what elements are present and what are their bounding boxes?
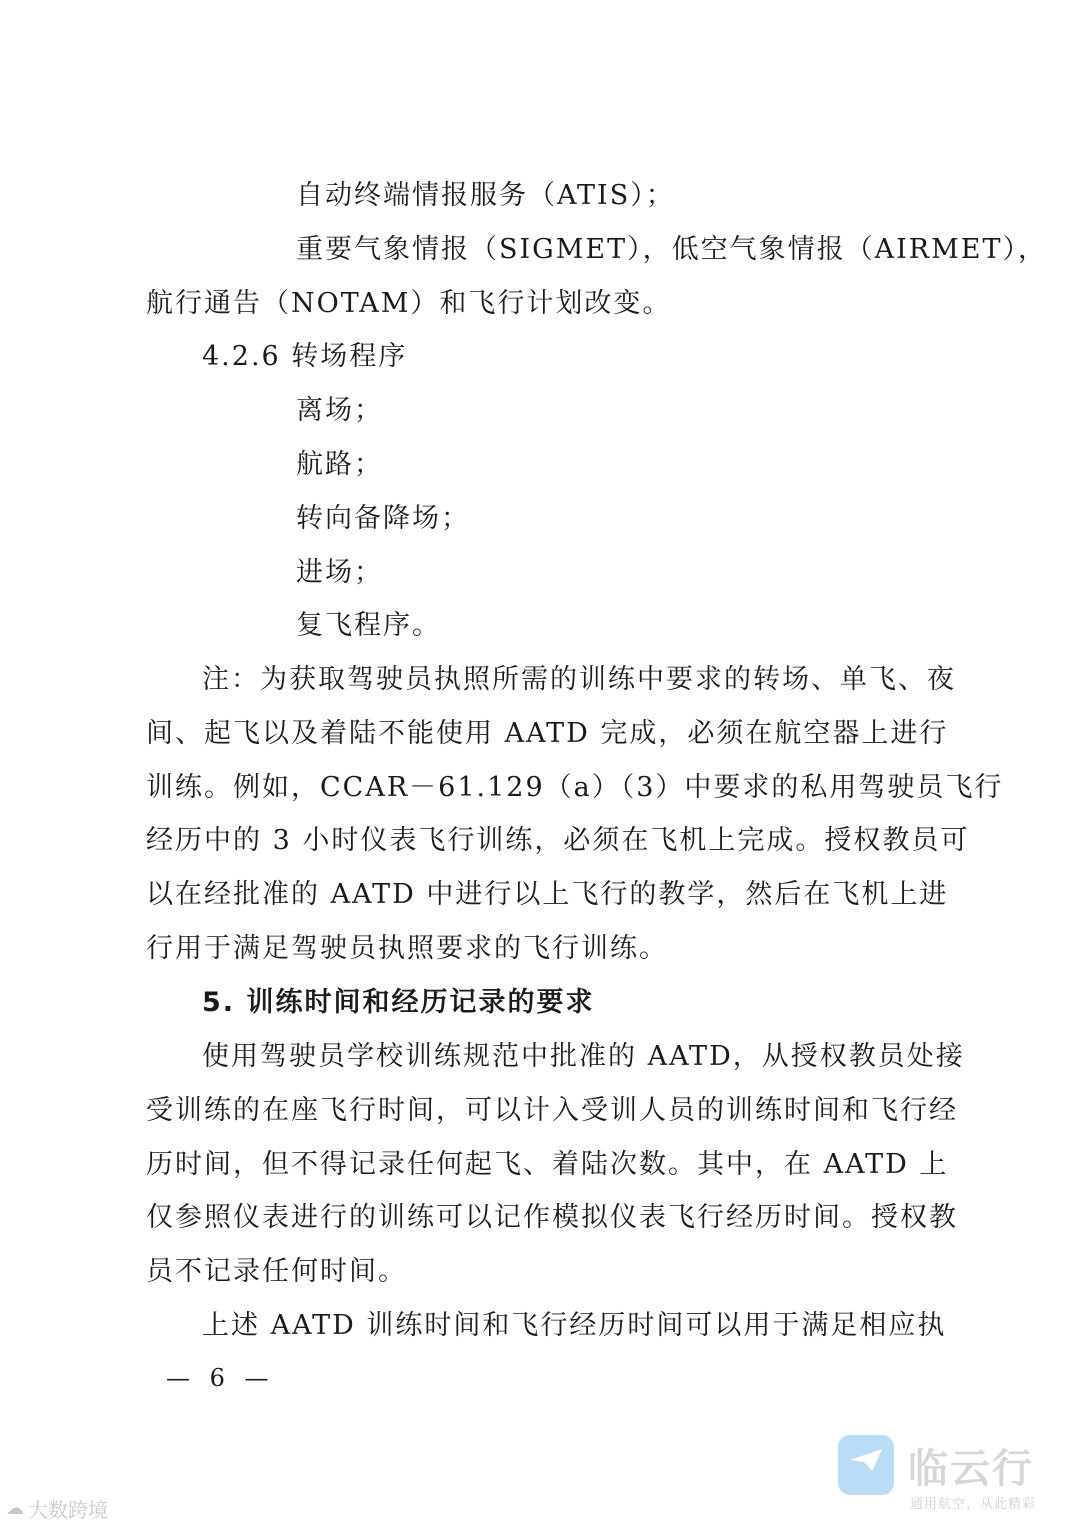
text-line: 航行通告（NOTAM）和飞行计划改变。: [146, 288, 672, 319]
paragraph-line: 受训练的在座飞行时间，可以计入受训人员的训练时间和飞行经: [146, 1095, 958, 1126]
plane-logo-icon: [838, 1435, 894, 1495]
list-item: 离场；: [296, 395, 383, 426]
list-item: 进场；: [296, 557, 383, 588]
note-line: 经历中的 3 小时仪表飞行训练，必须在飞机上完成。授权教员可: [146, 825, 970, 856]
paragraph-line: 使用驾驶员学校训练规范中批准的 AATD，从授权教员处接: [202, 1041, 965, 1072]
note-line: 间、起飞以及着陆不能使用 AATD 完成，必须在航空器上进行: [146, 718, 949, 749]
page-number: — 6 —: [166, 1364, 275, 1392]
paragraph-line: 上述 AATD 训练时间和飞行经历时间可以用于满足相应执: [202, 1310, 947, 1341]
text-line: 自动终端情报服务（ATIS）；: [296, 180, 675, 211]
watermark-left: [6, 1494, 108, 1523]
list-item: 复飞程序。: [296, 610, 441, 641]
source-logo-icon: ☁: [6, 1498, 24, 1519]
paragraph-line: 仅参照仪表进行的训练可以记作模拟仪表飞行经历时间。授权教: [146, 1202, 958, 1233]
paragraph-line: 历时间，但不得记录任何起飞、着陆次数。其中，在 AATD 上: [146, 1149, 949, 1180]
watermark-slogan: 通用航空，从此精彩: [910, 1497, 1037, 1512]
list-item: 转向备降场；: [296, 503, 470, 534]
watermark-right: [838, 1435, 1060, 1521]
paragraph-line: 员不记录任何时间。: [146, 1256, 407, 1287]
note-line: 注：为获取驾驶员执照所需的训练中要求的转场、单飞、夜: [202, 664, 956, 695]
watermark-brand: 临云行: [908, 1446, 1034, 1492]
section-heading-4-2-6: 4.2.6 转场程序: [202, 341, 408, 372]
text-line: 重要气象情报（SIGMET），低空气象情报（AIRMET），: [296, 234, 1047, 265]
note-line: 训练。例如，CCAR－61.129（a）（3）中要求的私用驾驶员飞行: [146, 772, 1004, 803]
list-item: 航路；: [296, 449, 383, 480]
note-line: 以在经批准的 AATD 中进行以上飞行的教学，然后在飞机上进: [146, 879, 949, 910]
note-line: 行用于满足驾驶员执照要求的飞行训练。: [146, 933, 668, 964]
section-heading-5: 5. 训练时间和经历记录的要求: [202, 987, 595, 1018]
watermark-left-text: 大数跨境: [28, 1498, 108, 1522]
